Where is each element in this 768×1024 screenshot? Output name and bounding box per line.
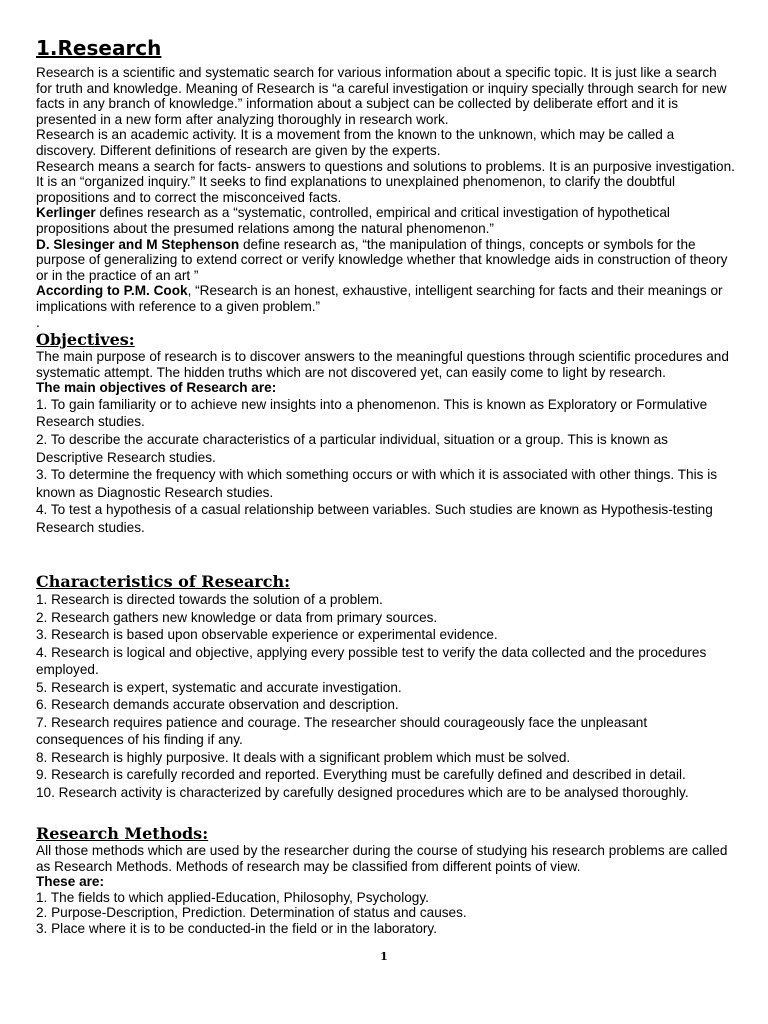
objectives-section [36, 331, 736, 537]
definition-cook [36, 283, 736, 314]
methods-heading: Research Methods: [36, 824, 209, 843]
list-item: 1. To gain familiarity or to achieve new insights into a phenomenon. This is known as Exploratory or Formulative Research studies. [36, 396, 708, 430]
methods-subheading [36, 874, 736, 890]
definition-slesinger [36, 237, 736, 284]
objectives-subheading-text: The main objectives of Research are: [36, 380, 277, 396]
list-item: 4. Research is logical and objective, applying every possible test to verify the data collected and the procedures employed. [36, 644, 707, 677]
definition-author: D. Slesinger and M Stephenson [36, 236, 240, 252]
list-item: 4. To test a hypothesis of a casual relationship between variables. Such studies are known as Hypothesis-testing Research studies. [36, 502, 713, 535]
research-section [36, 37, 736, 330]
list-item: 5. Research is expert, systematic and accurate investigation. [36, 679, 402, 695]
definition-text: defines research as a “systematic, controlled, empirical and critical investigation of hypothetical propositions about the presumed relations among the natural phenomenon.” [36, 205, 670, 236]
definition-text: define research as, “the manipulation of things, concepts or symbols for the purpose of generalizing to extend correct or verify knowledge whether that knowledge aids in construction of theory or in the practice of an art ” [36, 236, 728, 283]
characteristics-list [36, 591, 736, 801]
list-item: 1. The fields to which applied-Education, Philosophy, Psychology. [36, 889, 429, 905]
objectives-subheading [36, 380, 736, 396]
objectives-list [36, 396, 736, 537]
list-item: 9. Research is carefully recorded and reported. Everything must be carefully defined and described in detail. [36, 767, 686, 782]
list-item: 8. Research is highly purposive. It deals with a significant problem which must be solved. [36, 749, 571, 765]
research-paragraph: Research is a scientific and systematic search for various information about a specific topic. It is just like a search for truth and knowledge. Meaning of Research is “a careful investigation or inquiry specially through search for new facts in any branch of knowledge.” information about a subject can be collected by deliberate effort and it is presented in a new form after analyzing thoroughly in research work. [36, 65, 727, 127]
characteristics-heading: Characteristics of Research: [36, 572, 291, 591]
research-paragraph: Research is an academic activity. It is a movement from the known to the unknown, which may be called a discovery. Different definitions of research are given by the experts. [36, 127, 675, 158]
list-item: 10. Research activity is characterized by carefully designed procedures which are to be analysed thoroughly. [36, 784, 689, 800]
methods-subheading-text: These are: [36, 874, 105, 890]
list-item: 3. To determine the frequency with which something occurs or with which it is associated with other things. This is known as Diagnostic Research studies. [36, 467, 718, 500]
characteristics-section [36, 573, 736, 801]
list-item: 3. Place where it is to be conducted-in the field or in the laboratory. [36, 920, 437, 936]
list-item: 7. Research requires patience and courage. The researcher should courageously face the unpleasant consequences of his finding if any. [36, 714, 648, 747]
list-item: 1. Research is directed towards the solution of a problem. [36, 592, 383, 607]
objectives-intro: The main purpose of research is to discover answers to the meaningful questions through scientific procedures and systematic attempt. The hidden truths which are not discovered yet, can easily come to light by research. [36, 349, 729, 380]
page-title: 1.Research [36, 36, 162, 60]
methods-section [36, 825, 736, 937]
research-paragraph: Research means a search for facts- answers to questions and solutions to problems. It is an purposive investigation. It is an “organized inquiry.” It seeks to find explanations to unexplained phenomenon, to clarify the doubtful propositions and to correct the misconceived facts. [36, 158, 735, 205]
list-item: 2. Purpose-Description, Prediction. Determination of status and causes. [36, 905, 467, 921]
list-item: 2. Research gathers new knowledge or data from primary sources. [36, 609, 438, 625]
list-item: 6. Research demands accurate observation and description. [36, 697, 399, 712]
page-number: 1 [380, 950, 388, 963]
definition-author: According to P.M. Cook [36, 283, 188, 299]
stray-mark: . [36, 314, 40, 330]
definition-text: , “Research is an honest, exhaustive, intelligent searching for facts and their meanings or implications with reference to a given problem.” [36, 283, 723, 314]
definition-author: Kerlinger [36, 205, 96, 221]
definition-kerlinger [36, 205, 736, 236]
methods-intro: All those methods which are used by the researcher during the course of studying his research problems are called as Research Methods. Methods of research may be classified from different points of view. [36, 843, 728, 874]
list-item: 3. Research is based upon observable experience or experimental evidence. [36, 627, 498, 642]
list-item: 2. To describe the accurate characteristics of a particular individual, situation or a group. This is known as Descriptive Research studies. [36, 431, 668, 465]
objectives-heading: Objectives: [36, 330, 135, 349]
